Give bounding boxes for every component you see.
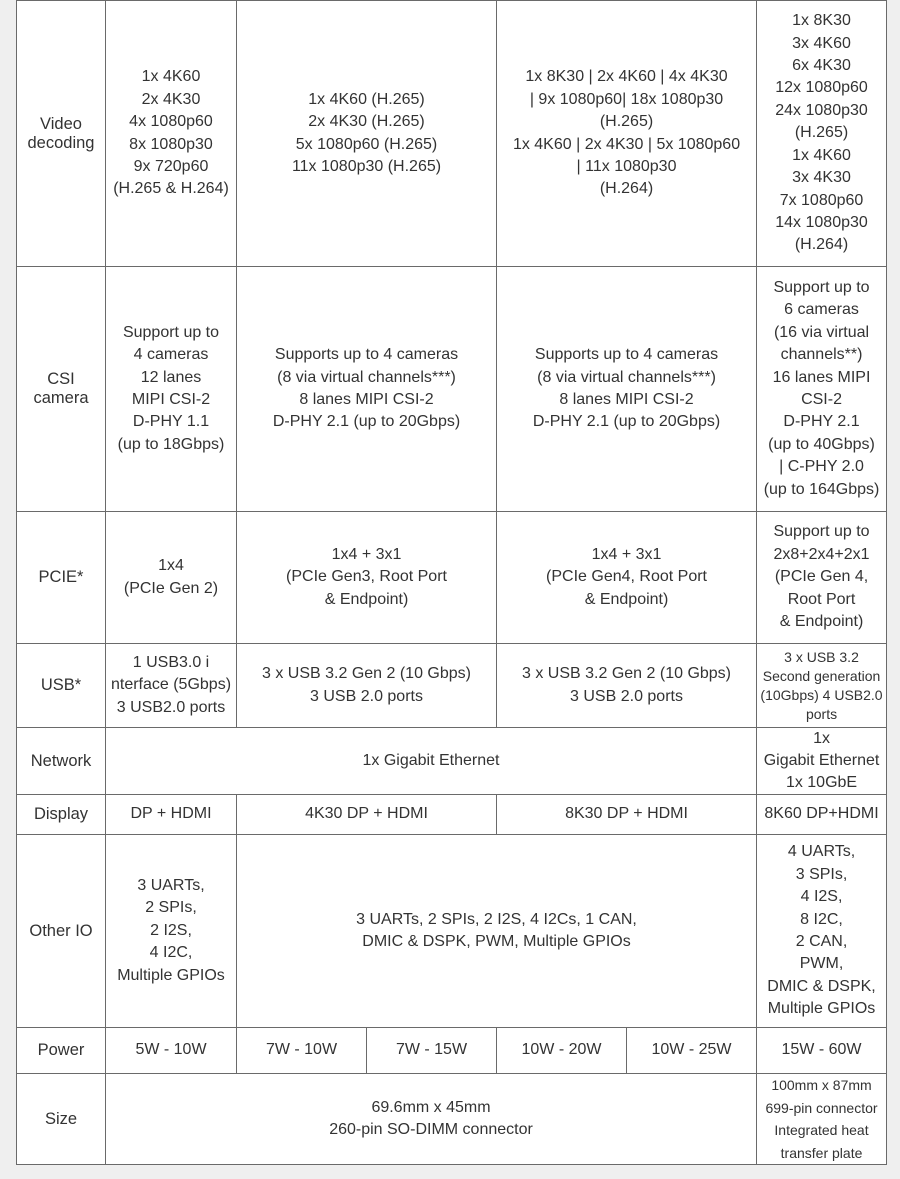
cell-pcie-col3: 1x4 + 3x1 (PCIe Gen4, Root Port & Endpoint): [497, 512, 757, 644]
cell-video-col1: 1x 4K60 2x 4K30 4x 1080p60 8x 1080p30 9x 720p60 (H.265 & H.264): [106, 1, 237, 267]
cell-usb-col1: 1 USB3.0 i nterface (5Gbps) 3 USB2.0 ports: [106, 644, 237, 728]
cell-usb-col3: 3 x USB 3.2 Gen 2 (10 Gbps) 3 USB 2.0 ports: [497, 644, 757, 728]
row-other-io: [17, 835, 887, 1028]
cell-network-col4: 1x Gigabit Ethernet 1x 10GbE: [757, 728, 887, 795]
row-label-network: Network: [17, 728, 106, 795]
row-label-power: Power: [17, 1028, 106, 1074]
cell-network-shared: 1x Gigabit Ethernet: [106, 728, 757, 795]
cell-size-shared: 69.6mm x 45mm 260-pin SO-DIMM connector: [106, 1074, 757, 1165]
spec-comparison-table: [16, 0, 887, 1165]
row-label-csi-camera: CSI camera: [17, 267, 106, 512]
cell-pcie-col1: 1x4 (PCIe Gen 2): [106, 512, 237, 644]
cell-power-col1: 5W - 10W: [106, 1028, 237, 1074]
row-video-decoding: [17, 1, 887, 267]
row-csi-camera: [17, 267, 887, 512]
cell-csi-col4: Support up to 6 cameras (16 via virtual channels**) 16 lanes MIPI CSI-2 D-PHY 2.1 (up to 40Gbps) | C-PHY 2.0 (up to 164Gbps): [757, 267, 887, 512]
row-pcie: [17, 512, 887, 644]
cell-power-col3b: 10W - 25W: [627, 1028, 757, 1074]
cell-power-col3a: 10W - 20W: [497, 1028, 627, 1074]
cell-power-col4: 15W - 60W: [757, 1028, 887, 1074]
row-size: [17, 1074, 887, 1165]
row-label-pcie: PCIE*: [17, 512, 106, 644]
cell-other-io-shared: 3 UARTs, 2 SPIs, 2 I2S, 4 I2Cs, 1 CAN, DMIC & DSPK, PWM, Multiple GPIOs: [237, 835, 757, 1028]
cell-display-col2: 4K30 DP + HDMI: [237, 795, 497, 835]
row-power: [17, 1028, 887, 1074]
cell-video-col2: 1x 4K60 (H.265) 2x 4K30 (H.265) 5x 1080p60 (H.265) 11x 1080p30 (H.265): [237, 1, 497, 267]
cell-other-io-col1: 3 UARTs, 2 SPIs, 2 I2S, 4 I2C, Multiple GPIOs: [106, 835, 237, 1028]
cell-csi-col1: Support up to 4 cameras 12 lanes MIPI CSI-2 D-PHY 1.1 (up to 18Gbps): [106, 267, 237, 512]
cell-other-io-col4: 4 UARTs, 3 SPIs, 4 I2S, 8 I2C, 2 CAN, PWM, DMIC & DSPK, Multiple GPIOs: [757, 835, 887, 1028]
cell-power-col2b: 7W - 15W: [367, 1028, 497, 1074]
row-label-size: Size: [17, 1074, 106, 1165]
row-usb: [17, 644, 887, 728]
cell-pcie-col4: Support up to 2x8+2x4+2x1 (PCIe Gen 4, Root Port & Endpoint): [757, 512, 887, 644]
row-network: [17, 728, 887, 795]
cell-pcie-col2: 1x4 + 3x1 (PCIe Gen3, Root Port & Endpoint): [237, 512, 497, 644]
cell-display-col3: 8K30 DP + HDMI: [497, 795, 757, 835]
row-label-other-io: Other IO: [17, 835, 106, 1028]
cell-video-col4: 1x 8K30 3x 4K60 6x 4K30 12x 1080p60 24x 1080p30 (H.265) 1x 4K60 3x 4K30 7x 1080p60 14x 1080p30 (H.264): [757, 1, 887, 267]
cell-display-col4: 8K60 DP+HDMI: [757, 795, 887, 835]
cell-size-col4: 100mm x 87mm 699-pin connector Integrated heat transfer plate: [757, 1074, 887, 1165]
row-label-video-decoding: Video decoding: [17, 1, 106, 267]
cell-csi-col2: Supports up to 4 cameras (8 via virtual channels***) 8 lanes MIPI CSI-2 D-PHY 2.1 (up to 20Gbps): [237, 267, 497, 512]
cell-usb-col4: 3 x USB 3.2 Second generation (10Gbps) 4 USB2.0 ports: [757, 644, 887, 728]
row-label-display: Display: [17, 795, 106, 835]
cell-video-col3: 1x 8K30 | 2x 4K60 | 4x 4K30 | 9x 1080p60| 18x 1080p30 (H.265) 1x 4K60 | 2x 4K30 | 5x 1080p60 | 11x 1080p30 (H.264): [497, 1, 757, 267]
row-display: [17, 795, 887, 835]
cell-usb-col2: 3 x USB 3.2 Gen 2 (10 Gbps) 3 USB 2.0 ports: [237, 644, 497, 728]
cell-csi-col3: Supports up to 4 cameras (8 via virtual channels***) 8 lanes MIPI CSI-2 D-PHY 2.1 (up to 20Gbps): [497, 267, 757, 512]
cell-display-col1: DP + HDMI: [106, 795, 237, 835]
cell-power-col2a: 7W - 10W: [237, 1028, 367, 1074]
row-label-usb: USB*: [17, 644, 106, 728]
